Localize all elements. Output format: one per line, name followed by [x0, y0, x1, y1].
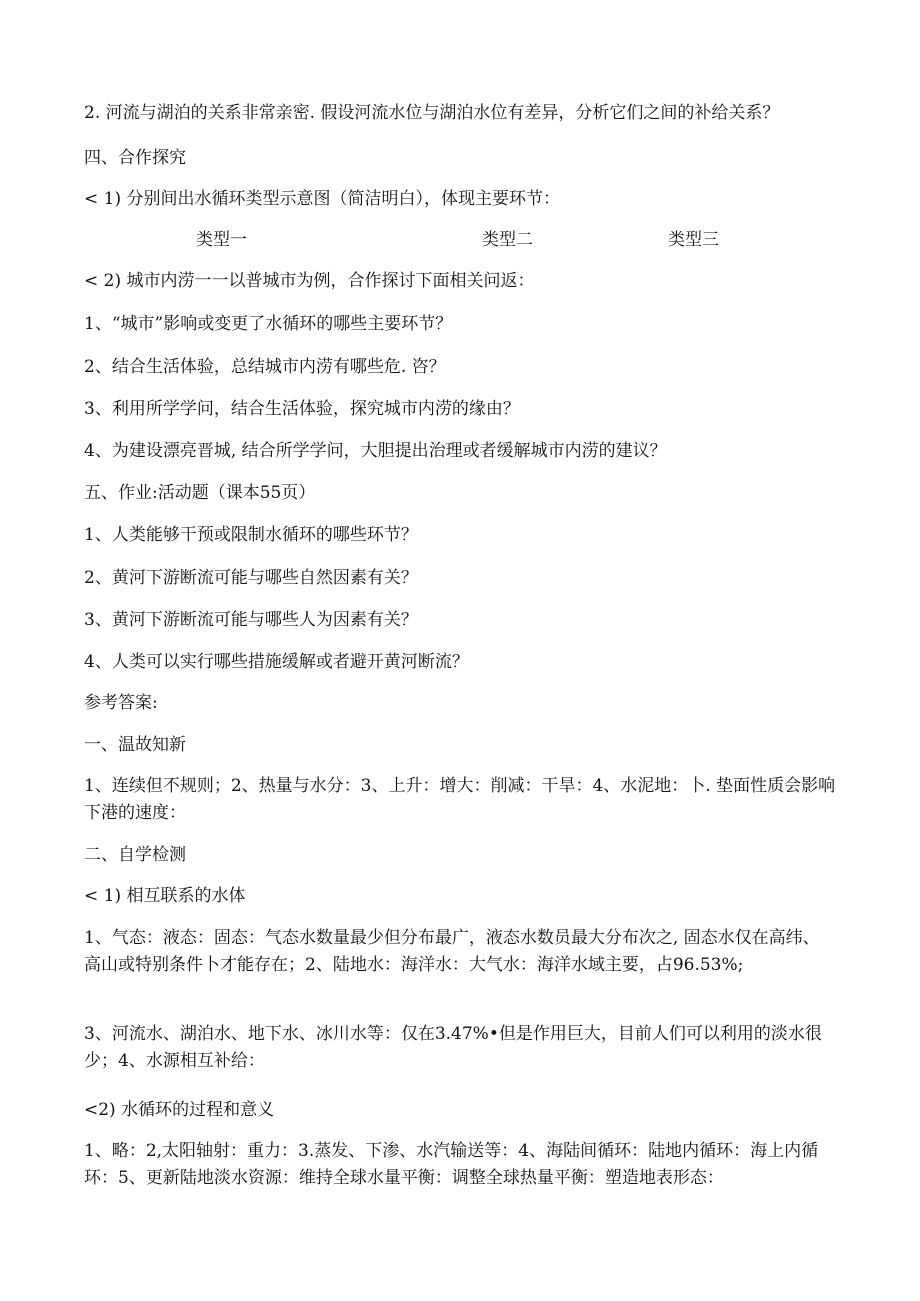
- type-two-label: 类型二: [482, 230, 533, 250]
- water-bodies-answers: 1、气态：液态：固态：气态水数量最少但分布最广，液态水数员最大分布次之, 固态水仅在高纬、高山或特别条件卜才能存在；2、陆地水：海洋水：大气水：海洋水域主要，占96.53%;: [84, 928, 820, 975]
- answers-heading: 参考答案:: [84, 693, 158, 713]
- section-heading-review: 一、温故知新: [84, 735, 186, 755]
- review-answers: 1、连续但不规则；2、热量与水分：3、上升：增大：削减：干旱：4、水泥地：卜. 垫面性质会影响下港的速度：: [84, 776, 836, 823]
- subheading-water-bodies: < 1) 相互联系的水体: [84, 886, 246, 906]
- homework-question-4: 4、人类可以实行哪些措施缓解或者避开黄河断流？: [84, 652, 469, 672]
- subheading-water-cycle: <2) 水循环的过程和意义: [84, 1100, 275, 1120]
- urban-question-1: 1、“城市”影响或变更了水循环的哪些主要环节？: [84, 314, 453, 334]
- urban-question-2: 2、结合生活体验，总结城市内涝有哪些危. 咨？: [84, 357, 446, 377]
- section-heading-cooperative-inquiry: 四、合作探究: [84, 148, 186, 168]
- section-heading-self-test: 二、自学检测: [84, 845, 186, 865]
- homework-question-3: 3、黄河下游断流可能与哪些人为因素有关？: [84, 610, 418, 630]
- type-three-label: 类型三: [668, 230, 719, 250]
- type-one-label: 类型一: [196, 230, 247, 250]
- urban-question-4: 4、为建设漂亮晋城, 结合所学学问，大胆提出治理或者缓解城市内涝的建议？: [84, 441, 667, 461]
- water-cycle-answers: 1、略：2,太阳轴射：重力：3.蒸发、下渗、水汽输送等：4、海陆间循环：陆地内循环：海上内循环：5、更新陆地淡水资源：维持全球水量平衡：调整全球热量平衡：塑造地表形态：: [84, 1141, 819, 1188]
- water-bodies-answers-cont: 3、河流水、湖泊水、地下水、冰川水等：仅在3.47%•但是作用巨大，目前人们可以利用的淡水很少；4、水源相互补给：: [84, 1024, 822, 1071]
- task-urban-waterlogging: < 2) 城市内涝一一以普城市为例，合作探讨下面相关问返：: [84, 271, 535, 291]
- task-water-cycle-diagram: < 1) 分别间出水循环类型示意图（简洁明白），体现主要环节：: [84, 189, 560, 209]
- question-river-lake: 2. 河流与湖泊的关系非常亲密. 假设河流水位与湖泊水位有差异，分析它们之间的补给关系？: [84, 103, 780, 123]
- section-heading-homework: 五、作业:活动题（课本55页）: [84, 483, 316, 503]
- homework-question-2: 2、黄河下游断流可能与哪些自然因素有关？: [84, 568, 418, 588]
- urban-question-3: 3、利用所学学问，结合生活体验，探究城市内涝的缘由？: [84, 399, 520, 419]
- cycle-type-labels: [84, 227, 844, 253]
- homework-question-1: 1、人类能够干预或限制水循环的哪些环节？: [84, 525, 418, 545]
